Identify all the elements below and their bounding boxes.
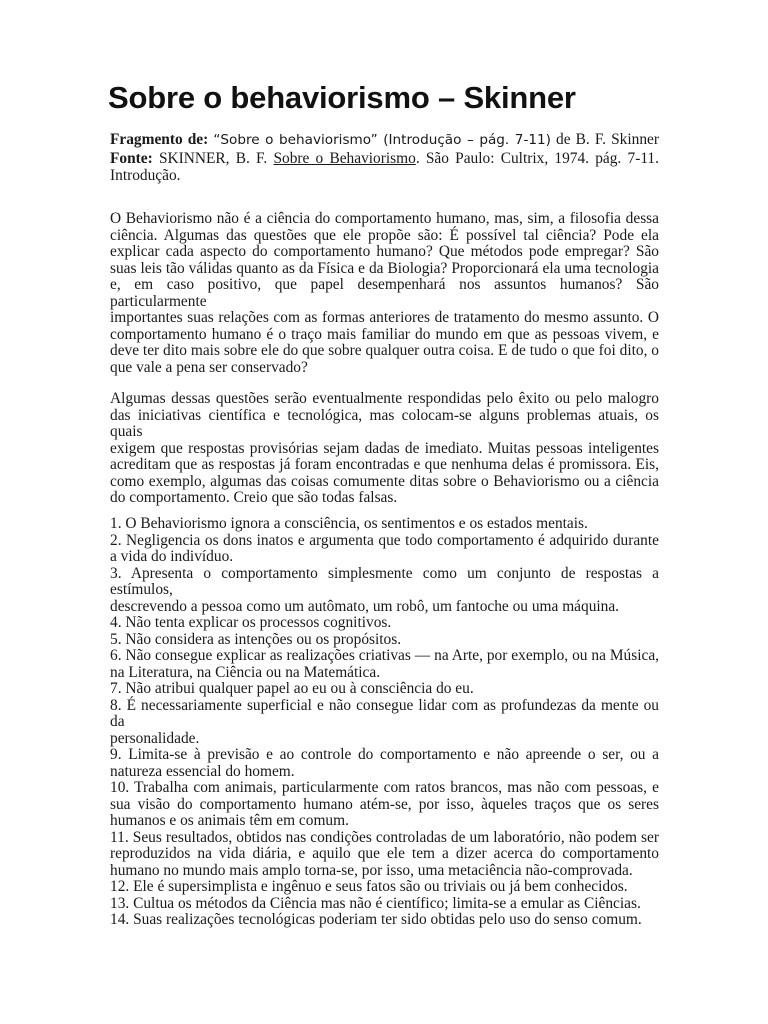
list-item <box>110 912 659 929</box>
list-item-line: 9. Limita-se à previsão e ao controle do comportamento e não apreende o ser, ou a <box>110 746 659 763</box>
source-info <box>110 131 659 185</box>
list-item-line: 1. O Behaviorismo ignora a consciência, os sentimentos e os estados mentais. <box>110 515 588 532</box>
paragraph-1-line: ciência. Algumas das questões que ele propõe são: É possível tal ciência? Pode ela <box>110 226 659 244</box>
list-item <box>110 879 659 896</box>
source-line <box>110 150 659 168</box>
list-item-line: humano no mundo mais amplo torna-se, por isso, uma metaciência não-comprovada. <box>110 861 633 879</box>
list-item-line: 6. Não consegue explicar as realizações criativas — na Arte, por exemplo, ou na Música, <box>110 647 659 664</box>
list-item-line: personalidade. <box>110 729 200 747</box>
fragment-line <box>110 131 659 150</box>
list-item-line: 13. Cultua os métodos da Ciência mas não é científico; limita-se a emular as Ciências. <box>110 894 641 912</box>
criticism-list <box>110 516 659 929</box>
paragraph-2-line: do comportamento. Creio que são todas falsas. <box>110 489 398 506</box>
fragment-label: Fragmento de: <box>110 131 209 148</box>
list-item-line: 12. Ele é supersimplista e ingênuo e seus fatos são ou triviais ou já bem conhecidos. <box>110 878 628 895</box>
list-item-line: sua visão do comportamento humano atém-se, por isso, àqueles traços que os seres <box>110 795 659 813</box>
list-item-line: 14. Suas realizações tecnológicas poderiam ter sido obtidas pelo uso do senso comum. <box>110 911 642 928</box>
list-item-line: humanos e os animais têm em comum. <box>110 812 349 829</box>
list-item <box>110 615 659 632</box>
list-item-line: na Literatura, na Ciência ou na Matemática. <box>110 663 381 681</box>
list-item <box>110 830 659 880</box>
paragraph-1-line: explicar cada aspecto do comportamento humano? Que métodos pode empregar? São <box>110 243 659 260</box>
paragraph-1-line: O Behaviorismo não é a ciência do comportamento humano, mas, sim, a filosofia dessa <box>110 210 659 227</box>
paragraph-2 <box>110 391 659 507</box>
list-item <box>110 780 659 830</box>
paragraph-1-line: e, em caso positivo, que papel desempenhará nos assuntos humanos? São particularmente <box>110 276 659 310</box>
paragraph-2-line: Algumas dessas questões serão eventualmente respondidas pelo êxito ou pelo malogro <box>110 390 659 407</box>
paragraph-2-line: das iniciativas científica e tecnológica, mas colocam-se alguns problemas atuais, os quais <box>110 406 659 440</box>
source-publisher: . São Paulo: Cultrix, 1974. pág. 7-11. <box>415 149 659 167</box>
fragment-author: de B. F. Skinner <box>556 131 659 148</box>
list-item <box>110 566 659 616</box>
list-item-line: 7. Não atribui qualquer papel ao eu ou à consciência do eu. <box>110 680 474 697</box>
list-item-line: natureza essencial do homem. <box>110 762 295 780</box>
paragraph-1 <box>110 211 659 376</box>
list-item <box>110 632 659 649</box>
paragraph-1-line: que vale a pena ser conservado? <box>110 358 308 376</box>
list-item-line: a vida do indivíduo. <box>110 548 234 565</box>
list-item-line: 8. É necessariamente superficial e não consegue lidar com as profundezas da mente ou da <box>110 696 659 730</box>
paragraph-2-line: como exemplo, algumas das coisas comumente ditas sobre o Behaviorismo ou a ciência <box>110 472 659 490</box>
list-item <box>110 648 659 681</box>
list-item-line: 4. Não tenta explicar os processos cognitivos. <box>110 614 392 631</box>
list-item-line: 11. Seus resultados, obtidos nas condições controladas de um laboratório, não podem ser <box>110 828 659 846</box>
source-section: Introdução. <box>110 167 181 184</box>
list-item <box>110 533 659 566</box>
list-item <box>110 896 659 913</box>
list-item <box>110 698 659 748</box>
paragraph-1-line: suas leis tão válidas quanto as da Física e da Biologia? Proporcionará ela uma tecnologia <box>110 259 659 277</box>
list-item <box>110 516 659 533</box>
paragraph-1-line: importantes suas relações com as formas anteriores de tratamento do mesmo assunto. O <box>110 309 659 326</box>
paragraph-1-line: comportamento humano é o traço mais familiar do mundo em que as pessoas vivem, e <box>110 325 659 343</box>
paragraph-2-line: exigem que respostas provisórias sejam dadas de imediato. Muitas pessoas inteligentes <box>110 439 659 457</box>
source-author: SKINNER, B. F. <box>158 149 268 167</box>
list-item-line: reproduzidos na vida diária, e aquilo que ele tem a dizer acerca do comportamento <box>110 845 659 862</box>
list-item-line: 10. Trabalha com animais, particularmente com ratos brancos, mas não com pessoas, e <box>110 779 659 796</box>
fragment-quote: “Sobre o behaviorismo” (Introdução – pág. 7-11) <box>213 132 551 148</box>
list-item-line: descrevendo a pessoa como um autômato, um robô, um fantoche ou uma máquina. <box>110 597 620 615</box>
list-item-line: 2. Negligencia os dons inatos e argumenta que todo comportamento é adquirido durante <box>110 531 659 549</box>
paragraph-1-line: deve ter dito mais sobre ele do que sobre qualquer outra coisa. E de tudo o que foi dito, o <box>110 342 659 359</box>
document-title: Sobre o behaviorismo – Skinner <box>108 80 576 115</box>
list-item-line: 5. Não considera as intenções ou os propósitos. <box>110 630 402 648</box>
list-item <box>110 681 659 698</box>
source-label: Fonte: <box>110 149 153 167</box>
source-book-title: Sobre o Behaviorismo <box>273 149 416 167</box>
list-item-line: 3. Apresenta o comportamento simplesmente como um conjunto de respostas a estímulos, <box>110 564 659 598</box>
paragraph-2-line: acreditam que as respostas já foram encontradas e que nenhuma delas é promissora. Eis, <box>110 456 659 473</box>
list-item <box>110 747 659 780</box>
